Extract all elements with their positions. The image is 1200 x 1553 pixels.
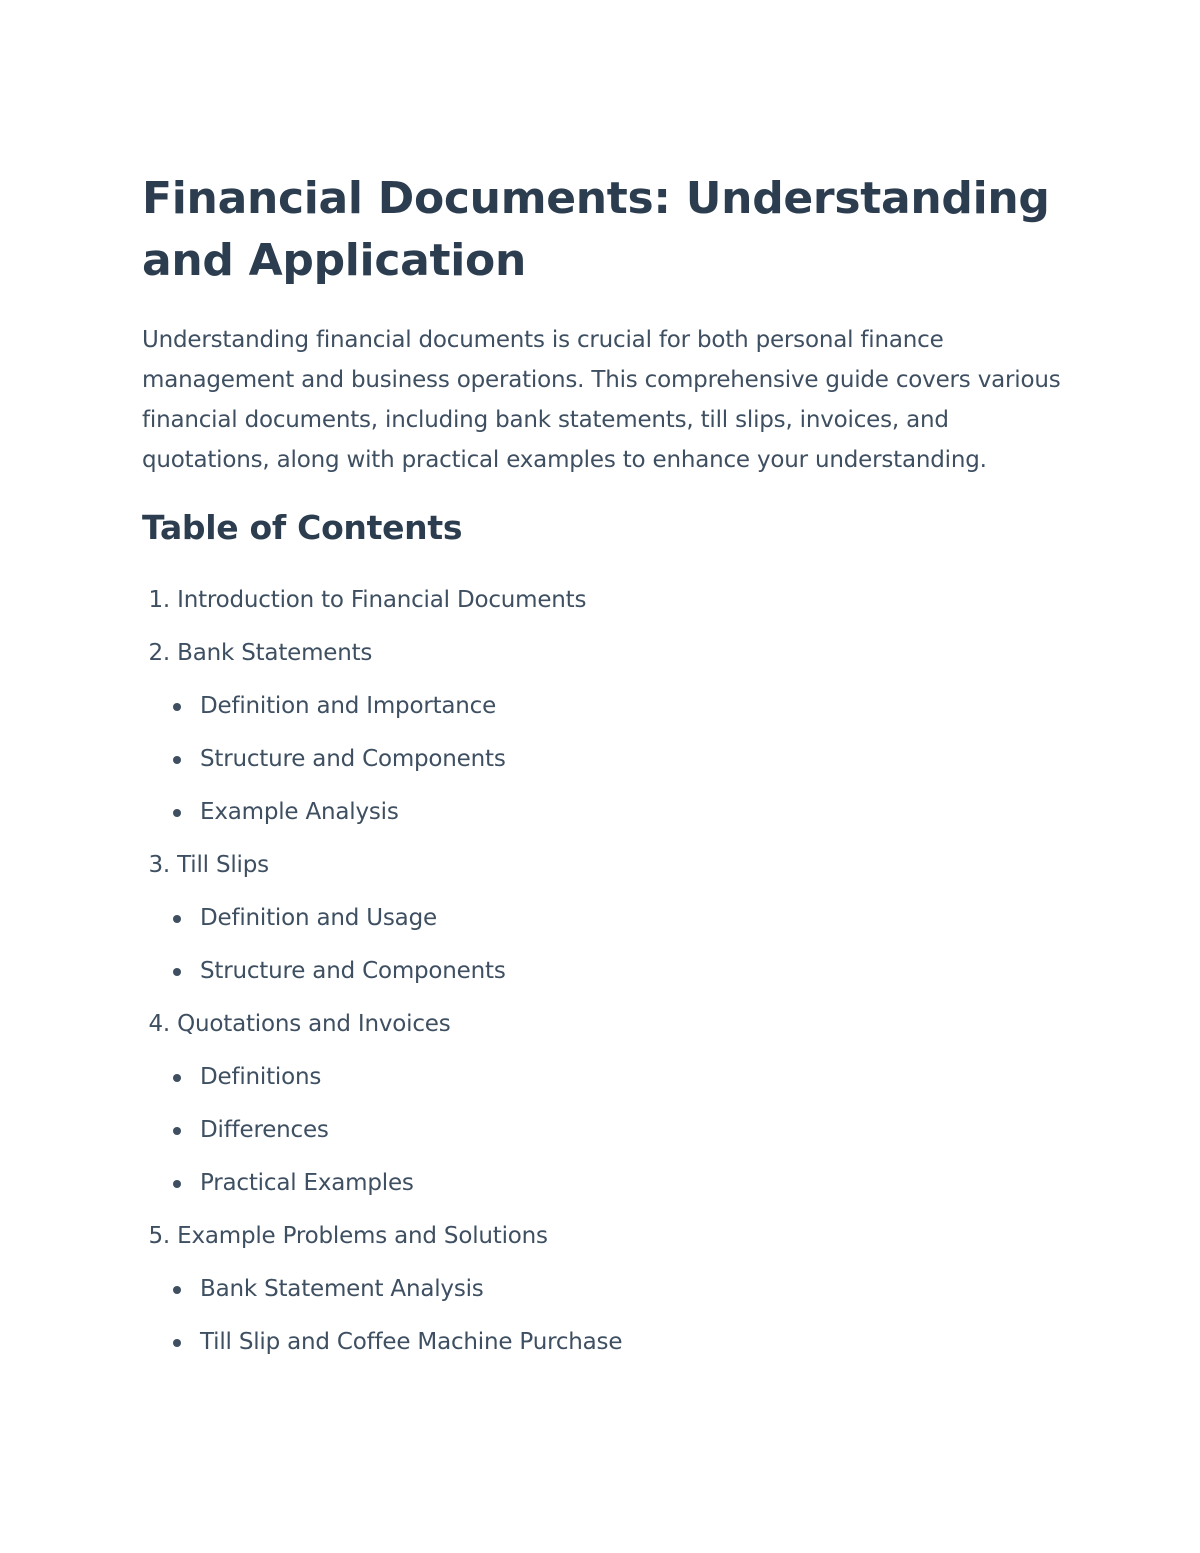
toc-item-introduction <box>142 574 1062 627</box>
toc-subitem <box>142 945 1062 998</box>
bullet-icon <box>173 1286 181 1294</box>
intro-paragraph: Understanding financial documents is crucial for both personal finance management and business operations. This comprehensive guide covers various financial documents, including bank statements, till slips, invoices, and quotations, along with practical examples to enhance your understanding. <box>142 327 1061 473</box>
toc-item-example-problems <box>142 1210 1062 1369</box>
bullet-icon <box>173 809 181 817</box>
toc-subitem <box>142 680 1062 733</box>
toc-item-number: 1. <box>148 587 170 613</box>
toc-subitem <box>142 786 1062 839</box>
bullet-icon <box>173 1127 181 1135</box>
bullet-icon <box>173 1180 181 1188</box>
toc-sublist <box>142 892 1062 998</box>
bullet-icon <box>173 703 181 711</box>
toc-item-number: 5. <box>148 1223 170 1249</box>
toc-item-label: Till Slips <box>177 852 269 878</box>
toc-subitem-label: Till Slip and Coffee Machine Purchase <box>200 1329 623 1355</box>
toc-item-label: Example Problems and Solutions <box>177 1223 548 1249</box>
toc-item-number: 4. <box>148 1011 170 1037</box>
toc-item-number: 3. <box>148 852 170 878</box>
toc-subitem <box>142 1263 1062 1316</box>
toc-item-quotations-invoices <box>142 998 1062 1210</box>
toc-subitem <box>142 1157 1062 1210</box>
toc-item-bank-statements <box>142 627 1062 839</box>
toc-item-number: 2. <box>148 640 170 666</box>
toc-item-till-slips <box>142 839 1062 998</box>
toc-sublist <box>142 1051 1062 1210</box>
toc-subitem-label: Definition and Usage <box>200 905 437 931</box>
document-page <box>142 168 1062 1369</box>
toc-sublist <box>142 1263 1062 1369</box>
toc-item-label: Introduction to Financial Documents <box>177 587 587 613</box>
toc-subitem <box>142 733 1062 786</box>
toc-item-label: Bank Statements <box>177 640 373 666</box>
toc-subitem-label: Bank Statement Analysis <box>200 1276 484 1302</box>
toc-subitem <box>142 1316 1062 1369</box>
toc-item-label: Quotations and Invoices <box>177 1011 451 1037</box>
bullet-icon <box>173 1074 181 1082</box>
bullet-icon <box>173 756 181 764</box>
bullet-icon <box>173 915 181 923</box>
toc-sublist <box>142 680 1062 839</box>
table-of-contents <box>142 574 1062 1369</box>
toc-subitem <box>142 1051 1062 1104</box>
bullet-icon <box>173 968 181 976</box>
toc-subitem <box>142 1104 1062 1157</box>
toc-subitem <box>142 892 1062 945</box>
bullet-icon <box>173 1339 181 1347</box>
toc-subitem-label: Differences <box>200 1117 329 1143</box>
toc-subitem-label: Example Analysis <box>200 799 399 825</box>
toc-subitem-label: Structure and Components <box>200 746 506 772</box>
toc-subitem-label: Practical Examples <box>200 1170 414 1196</box>
page-title: Financial Documents: Understanding and Application <box>142 173 1050 286</box>
toc-subitem-label: Definitions <box>200 1064 322 1090</box>
toc-heading: Table of Contents <box>142 508 463 547</box>
toc-subitem-label: Definition and Importance <box>200 693 497 719</box>
toc-subitem-label: Structure and Components <box>200 958 506 984</box>
